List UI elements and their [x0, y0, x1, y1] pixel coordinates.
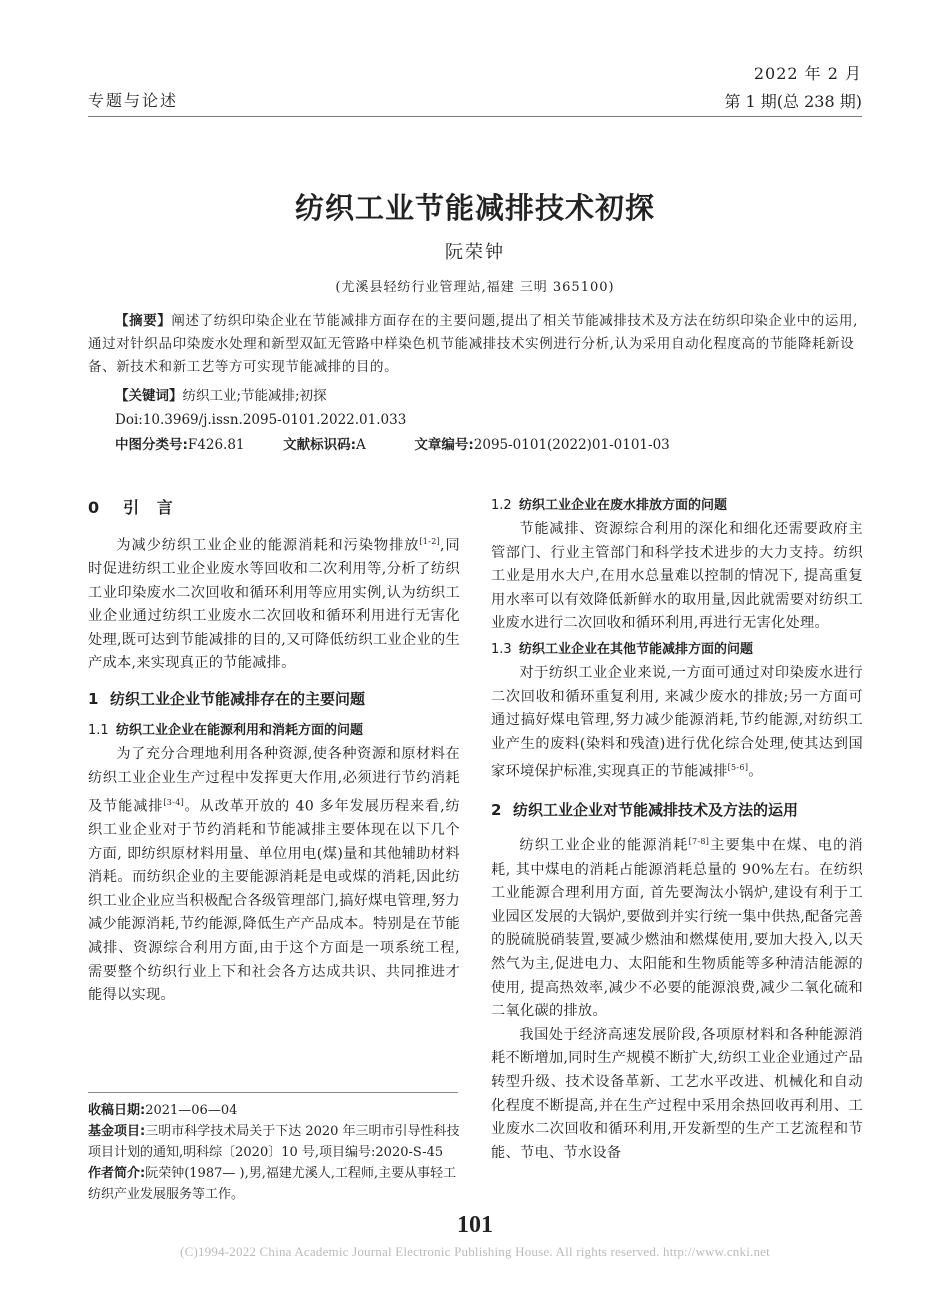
section-1-3-paragraph [491, 662, 863, 785]
abstract [88, 310, 862, 379]
issue-info [724, 60, 862, 116]
header-divider [88, 116, 862, 117]
section-2-heading [491, 799, 863, 823]
left-column [88, 496, 460, 1008]
page-number: 101 [457, 1212, 493, 1238]
article-number-value: 2095-0101(2022)01-0101-03 [473, 437, 670, 453]
copyright-watermark: (C)1994-2022 China Academic Journal Electronic Publishing House. All rights reserved. http://www.cnki.net [180, 1244, 770, 1259]
s13-text-b: 。 [748, 764, 763, 781]
bio-value: 阮荣钟(1987— ),男,福建尤溪人,工程师,主要从事轻工纺织产业发展服务等工作。 [88, 1166, 457, 1202]
received-date [88, 1100, 460, 1121]
abstract-label: 【摘要】 [115, 313, 172, 329]
bio-label: 作者简介: [88, 1166, 146, 1181]
section-1-1-title: 纺织工业企业在能源利用和消耗方面的问题 [116, 723, 364, 739]
section-1-number: 1 [88, 689, 99, 708]
s2-text-a: 纺织工业企业的能源消耗 [519, 838, 689, 854]
section-1-1-number: 1.1 [88, 723, 109, 739]
keywords-label: 【关键词】 [115, 388, 183, 404]
section-0-title: 引 言 [123, 498, 179, 517]
section-0-number: 0 [88, 498, 106, 517]
journal-section-label: 专题与论述 [88, 91, 179, 110]
issue-date: 2022 年 2 月 [753, 64, 862, 83]
s11-text-a: 为了充分合理地利用各种资源,使各种资源和原材料在纺织工业企业生产过程中发挥更大作用,必须进行节约消耗及节能减排 [88, 746, 460, 815]
intro-text-b: ,同时促进纺织工业企业废水等回收和二次利用等,分析了纺织工业印染废水二次回收和循环利用等应用实例,认为纺织工业企业通过纺织工业废水二次回收和循环利用进行无害化处理,既可达到节能减排的目的,又可降低纺织工业企业的生产成本,来实现真正的节能减排。 [88, 537, 460, 672]
section-1-heading [88, 688, 460, 712]
author-affiliation: (尤溪县轻纺行业管理站,福建 三明 365100) [335, 280, 615, 295]
doi: Doi:10.3969/j.issn.2095-0101.2022.01.033 [115, 412, 407, 428]
citation: [1-2] [419, 536, 441, 546]
section-1-2-title: 纺织工业企业在废水排放方面的问题 [519, 498, 728, 513]
section-0-heading [88, 496, 460, 520]
section-2-title: 纺织工业企业对节能减排技术及方法的运用 [513, 800, 799, 819]
issue-number: 第 1 期(总 238 期) [724, 92, 862, 111]
section-1-2-number: 1.2 [491, 498, 512, 513]
fund-info [88, 1121, 460, 1163]
section-1-3-title: 纺织工业企业在其他节能减排方面的问题 [519, 641, 754, 657]
section-2-paragraph-1 [491, 830, 863, 1023]
intro-paragraph [88, 530, 460, 676]
intro-text-a: 为减少纺织工业企业的能源消耗和污染物排放 [116, 537, 420, 554]
paper-title: 纺织工业节能减排技术初探 [294, 191, 655, 225]
fund-value: 三明市科学技术局关于下达 2020 年三明市引导性科技项目计划的通知,明科综〔2020〕10 号,项目编号:2020-S-45 [88, 1124, 460, 1160]
citation: [5-6] [727, 763, 749, 773]
footnote-divider [88, 1092, 458, 1093]
keywords-text: 纺织工业;节能减排;初探 [182, 388, 327, 404]
section-1-3-number: 1.3 [491, 641, 512, 657]
footnote [88, 1100, 460, 1205]
section-1-2-heading [491, 494, 863, 518]
clc-value: F426.81 [187, 437, 245, 453]
received-value: 2021—06—04 [145, 1103, 238, 1118]
section-1-title: 纺织工业企业节能减排存在的主要问题 [110, 689, 366, 708]
s2-text-b: 主要集中在煤、电的消耗, 其中煤电的消耗占能源消耗总量的 90%左右。在纺织工业能源合理利用方面, 首先要淘汰小锅炉,建设有利于工业园区发展的大锅炉,要做到并实行统一集中供热,配备完善的脱硫脱硝装置,要减少燃油和燃煤使用,要加大投入,以天然气为主,促进电力、太阳能和生物质能等多种清洁能源的使用, 提高热效率,减少不必要的能源浪费,减少二氧化硫和二氧化碳的排放。 [491, 838, 863, 1020]
abstract-text: 阐述了纺织印染企业在节能减排方面存在的主要问题,提出了相关节能减排技术及方法在纺织印染企业中的运用,通过对针织品印染废水处理和新型双缸无管路中样染色机节能减排技术实例进行分析,认为采用自动化程度高的节能降耗新设备、新技术和新工艺等方可实现节能减排的目的。 [88, 313, 858, 375]
section-1-1-heading [88, 719, 460, 743]
section-1-2-paragraph: 节能减排、资源综合利用的深化和细化还需要政府主管部门、行业主管部门和科学技术进步的大力支持。纺织工业是用水大户,在用水总量难以控制的情况下, 提高重复用水率可以有效降低新鲜水的取用量,因此就需要对纺织工业废水进行二次回收和循环利用,再进行无害化处理。 [491, 521, 863, 632]
keywords [115, 384, 327, 408]
section-1-3-heading [491, 638, 863, 662]
section-2-number: 2 [491, 800, 502, 819]
citation: [3-4] [163, 797, 184, 807]
section-1-1-paragraph [88, 743, 460, 1007]
classification-line [115, 433, 670, 457]
clc-label: 中图分类号: [115, 437, 188, 453]
citation: [7-8] [688, 837, 710, 847]
author-bio [88, 1163, 460, 1205]
s11-text-b: 。从改革开放的 40 多年发展历程来看,纺织工业企业对于节约消耗和节能减排主要体现在以下几个方面, 即纺织原材料用量、单位用电(煤)量和其他辅助材料消耗。而纺织企业的主要能源消耗是电或煤的消耗,因此纺织工业企业应当积极配合各级管理部门,搞好煤电管理,努力减少能源消耗,节约能源,降低生产产品成本。特别是在节能减排、资源综合利用方面,由于这个方面是一项系统工程, 需要整个纺织行业上下和社会各方达成共识、共同推进才能得以实现。 [88, 798, 460, 1004]
right-column [491, 492, 863, 1165]
article-number-label: 文章编号: [414, 437, 474, 453]
doc-code-label: 文献标识码: [283, 437, 357, 453]
author-name: 阮荣钟 [445, 242, 505, 263]
doc-code-value: A [356, 437, 366, 453]
received-label: 收稿日期: [88, 1103, 146, 1118]
fund-label: 基金项目: [88, 1124, 146, 1139]
s13-text-a: 对于纺织工业企业来说,一方面可通过对印染废水进行二次回收和循环重复利用, 来减少废水的排放;另一方面可通过搞好煤电管理,努力减少能源消耗,节约能源,对纺织工业产生的废料(染料和残渣)进行优化综合处理,使其达到国家环境保护标准,实现真正的节能减排 [491, 664, 863, 781]
section-2-paragraph-2: 我国处于经济高速发展阶段,各项原材料和各种能源消耗不断增加,同时生产规模不断扩大,纺织工业企业通过产品转型升级、技术设备革新、工艺水平改进、机械化和自动化程度不断提高,并在生产过程中采用余热回收再利用、工业废水二次回收和循环利用,开发新型的生产工艺流程和节能、节电、节水设备 [491, 1026, 863, 1161]
